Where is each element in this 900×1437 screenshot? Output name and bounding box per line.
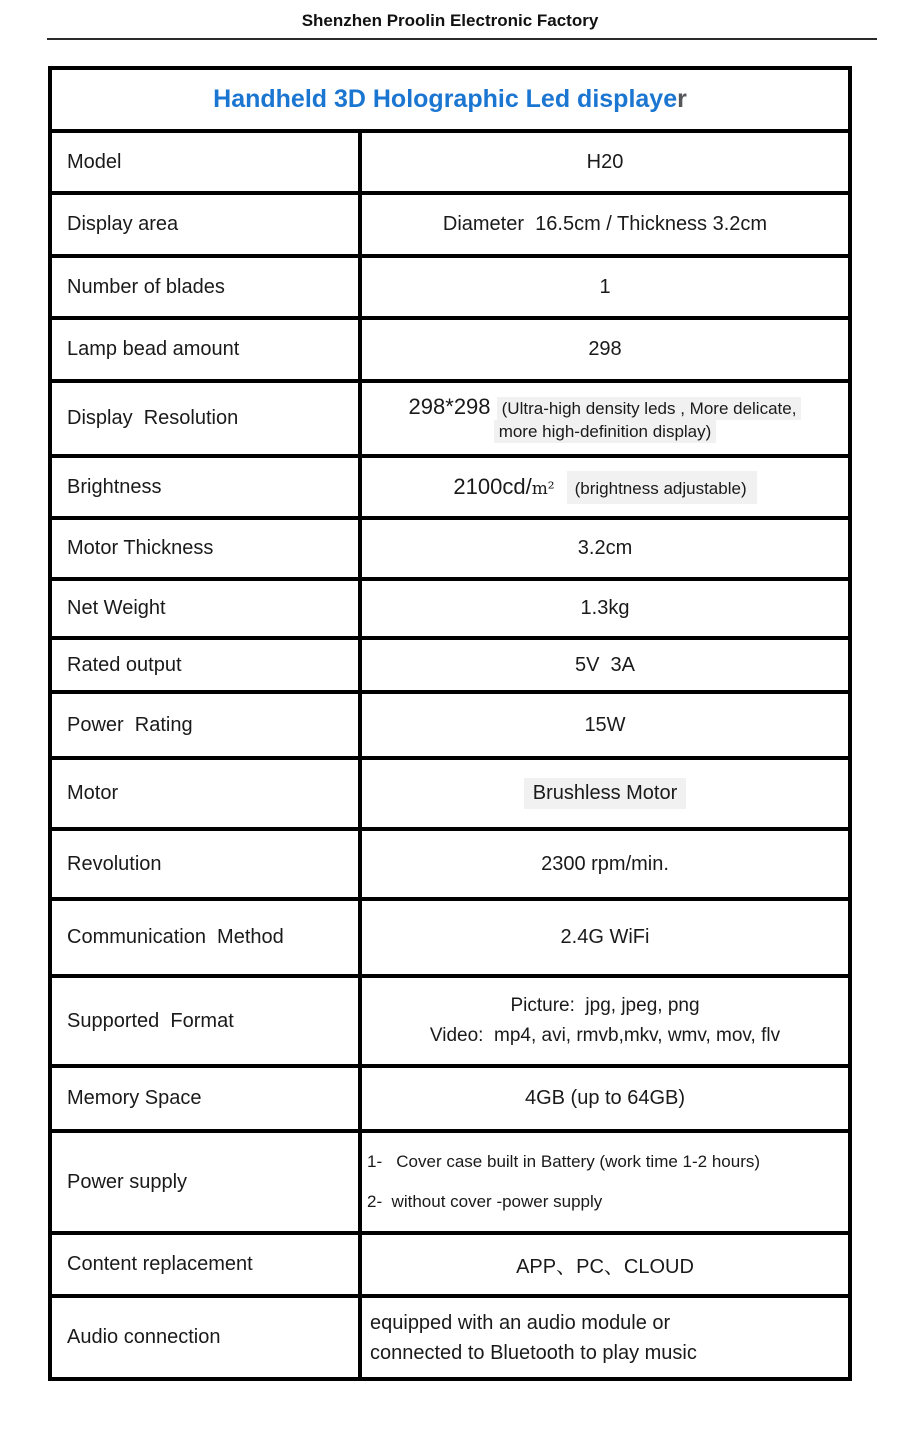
row-label: Net Weight xyxy=(52,581,362,636)
audio-line-1: equipped with an audio module or xyxy=(370,1311,671,1334)
power-supply-option-2: 2- without cover -power supply xyxy=(367,1191,603,1211)
table-row-model xyxy=(52,129,848,191)
brightness-line xyxy=(453,474,756,500)
brightness-note: (brightness adjustable) xyxy=(567,471,757,504)
table-row-revolution xyxy=(52,827,848,897)
row-label: Communication Method xyxy=(52,901,362,974)
resolution-note-1: (Ultra-high density leds , More delicate, xyxy=(497,397,802,420)
motor-value: Brushless Motor xyxy=(524,778,687,809)
format-picture-line: Picture: jpg, jpeg, png xyxy=(510,994,700,1016)
row-value xyxy=(362,978,848,1064)
table-row-supported-format xyxy=(52,974,848,1064)
row-label: Power supply xyxy=(52,1133,362,1231)
row-label: Content replacement xyxy=(52,1235,362,1294)
resolution-line-1 xyxy=(409,394,802,420)
row-value: 1 xyxy=(599,275,611,298)
row-label: Motor xyxy=(52,760,362,827)
row-value: 15W xyxy=(584,713,626,736)
resolution-value: 298*298 xyxy=(408,394,497,419)
row-value: 4GB (up to 64GB) xyxy=(524,1087,686,1109)
row-value xyxy=(362,458,848,516)
row-value: 1.3kg xyxy=(580,597,630,619)
table-row-memory-space xyxy=(52,1064,848,1129)
row-label: Display Resolution xyxy=(52,383,362,454)
brightness-value: 2100cd/ xyxy=(453,474,532,499)
table-row-communication-method xyxy=(52,897,848,974)
row-value xyxy=(362,1133,848,1231)
row-value: APP、PC、CLOUD xyxy=(516,1256,694,1278)
table-row-rated-output xyxy=(52,636,848,690)
row-value: H20 xyxy=(586,150,624,173)
row-value xyxy=(362,1298,848,1377)
row-value xyxy=(362,383,848,454)
table-row-net-weight xyxy=(52,577,848,636)
header-divider xyxy=(47,38,877,40)
table-row-lamp-bead-amount xyxy=(52,316,848,379)
table-title-row xyxy=(52,70,848,129)
row-value xyxy=(362,760,848,827)
row-label: Audio connection xyxy=(52,1298,362,1377)
resolution-line-2 xyxy=(494,420,717,443)
row-label: Power Rating xyxy=(52,694,362,756)
row-value: 3.2cm xyxy=(577,537,633,559)
row-label: Motor Thickness xyxy=(52,520,362,577)
row-label: Lamp bead amount xyxy=(52,320,362,379)
row-label: Supported Format xyxy=(52,978,362,1064)
product-title-suffix: r xyxy=(677,85,687,113)
table-row-motor xyxy=(52,756,848,827)
table-row-power-rating xyxy=(52,690,848,756)
audio-line-2: connected to Bluetooth to play music xyxy=(370,1341,697,1364)
product-spec-table xyxy=(48,66,852,1381)
format-video-line: Video: mp4, avi, rmvb,mkv, wmv, mov, flv xyxy=(429,1025,781,1046)
table-row-content-replacement xyxy=(52,1231,848,1294)
row-label: Brightness xyxy=(52,458,362,516)
row-label: Revolution xyxy=(52,831,362,897)
table-row-motor-thickness xyxy=(52,516,848,577)
row-label: Number of blades xyxy=(52,258,362,316)
row-label: Display area xyxy=(52,195,362,254)
table-row-audio-connection xyxy=(52,1294,848,1377)
table-row-number-of-blades xyxy=(52,254,848,316)
company-header: Shenzhen Proolin Electronic Factory xyxy=(301,11,599,30)
resolution-note-2: more high-definition display) xyxy=(494,420,717,443)
row-label: Memory Space xyxy=(52,1068,362,1129)
row-value: 5V 3A xyxy=(574,653,636,676)
row-label: Model xyxy=(52,133,362,191)
table-row-brightness xyxy=(52,454,848,516)
row-value: Diameter 16.5cm / Thickness 3.2cm xyxy=(442,213,768,235)
table-row-power-supply xyxy=(52,1129,848,1231)
row-value: 2300 rpm/min. xyxy=(541,852,669,875)
row-value: 298 xyxy=(588,338,622,360)
power-supply-option-1: 1- Cover case built in Battery (work time 1-2 hours) xyxy=(367,1152,761,1172)
row-value: 2.4G WiFi xyxy=(560,926,650,948)
product-title: Handheld 3D Holographic Led displaye xyxy=(213,85,678,113)
table-row-display-area xyxy=(52,191,848,254)
row-label: Rated output xyxy=(52,640,362,690)
table-row-display-resolution xyxy=(52,379,848,454)
brightness-unit: m² xyxy=(531,479,555,499)
